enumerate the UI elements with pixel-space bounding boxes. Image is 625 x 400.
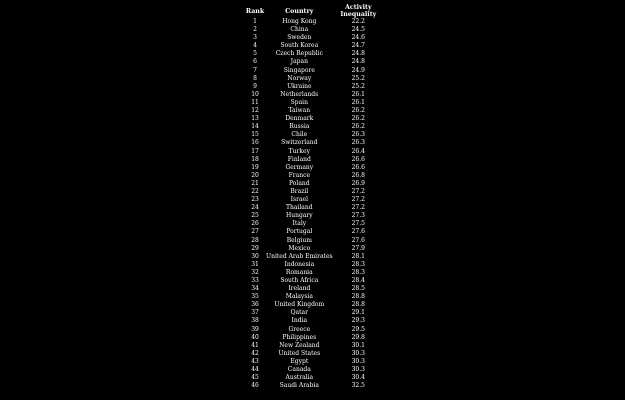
table-row (244, 358, 384, 366)
rank-cell: 27 (251, 228, 259, 236)
activity-inequality-cell: 28.1 (351, 252, 365, 260)
country-cell: Indonesia (284, 260, 315, 268)
country-cell: Spain (290, 98, 308, 106)
table-row (244, 131, 384, 139)
table-row (244, 58, 384, 66)
country-cell: Italy (292, 220, 307, 228)
country-cell: Poland (289, 179, 310, 187)
rank-cell: 43 (251, 357, 259, 365)
rank-cell: 21 (251, 179, 259, 187)
country-cell: Qatar (290, 309, 308, 317)
country-cell: Canada (287, 366, 311, 374)
table-row (244, 309, 384, 317)
table-row (244, 188, 384, 196)
country-cell: New Zealand (279, 341, 320, 349)
rank-cell: 10 (251, 90, 259, 98)
rank-cell: 3 (253, 34, 257, 42)
activity-inequality-cell: 26.3 (351, 139, 365, 147)
activity-inequality-cell: 25.2 (351, 74, 365, 82)
country-cell: Greece (288, 325, 311, 333)
country-cell: Switzerland (281, 139, 318, 147)
activity-inequality-cell: 26.2 (351, 107, 365, 115)
country-cell: Thailand (286, 204, 313, 212)
country-cell: South Africa (280, 277, 319, 284)
rank-cell: 24 (251, 204, 259, 212)
rank-cell: 15 (251, 131, 259, 139)
rank-cell: 6 (253, 58, 257, 66)
rank-cell: 14 (251, 123, 259, 131)
rank-cell: 45 (251, 374, 259, 382)
country-cell: France (288, 171, 310, 179)
activity-inequality-cell: 26.4 (351, 147, 365, 155)
rank-cell: 12 (251, 107, 259, 115)
country-cell: Israel (290, 196, 308, 204)
rank-cell: 39 (251, 325, 259, 333)
table-row (244, 42, 384, 50)
activity-inequality-cell: 29.5 (351, 325, 365, 333)
rank-cell: 28 (251, 236, 259, 244)
rank-cell: 25 (251, 212, 259, 220)
activity-inequality-cell: 28.3 (351, 268, 365, 276)
country-cell: Philippines (282, 333, 317, 341)
activity-inequality-cell: 24.9 (351, 66, 365, 74)
activity-inequality-cell: 27.3 (351, 212, 365, 220)
activity-inequality-cell: 24.7 (351, 42, 365, 50)
rank-header: Rank (245, 7, 265, 15)
table-row (244, 301, 384, 309)
table-row (244, 382, 384, 390)
rank-cell: 29 (251, 244, 259, 252)
table-row (244, 228, 384, 236)
country-cell: United Arab Emirates (266, 252, 333, 260)
rank-cell: 42 (251, 349, 259, 357)
activity-inequality-cell: 27.2 (351, 196, 365, 204)
activity-inequality-cell: 28.8 (351, 301, 365, 309)
table-row (244, 164, 384, 172)
rank-cell: 13 (251, 115, 259, 123)
table-row (244, 237, 384, 245)
rank-cell: 23 (251, 196, 259, 204)
table-row (244, 123, 384, 131)
country-cell: Sweden (287, 34, 312, 42)
activity-inequality-cell: 26.6 (351, 155, 365, 163)
country-cell: Egypt (290, 357, 309, 365)
rank-cell: 17 (251, 147, 259, 155)
rank-cell: 16 (251, 139, 259, 147)
table-row (244, 293, 384, 301)
header-row (244, 4, 384, 18)
activity-inequality-cell: 30.1 (351, 341, 365, 349)
table-row (244, 156, 384, 164)
country-cell: South Korea (280, 42, 319, 50)
rank-cell: 20 (251, 171, 259, 179)
rank-cell: 40 (251, 333, 259, 341)
table-row (244, 75, 384, 83)
activity-inequality-cell: 30.3 (351, 349, 365, 357)
country-cell: Brazil (290, 187, 309, 195)
table-row (244, 67, 384, 75)
activity-inequality-cell: 27.6 (351, 228, 365, 236)
activity-inequality-cell: 24.5 (351, 26, 365, 34)
activity-inequality-cell: 27.5 (351, 220, 365, 228)
country-cell: Japan (290, 58, 308, 66)
activity-inequality-cell: 30.4 (351, 374, 365, 382)
activity-inequality-cell: 28.8 (351, 293, 365, 301)
activity-inequality-cell: 27.9 (351, 244, 365, 252)
country-cell: Mexico (288, 244, 311, 252)
country-cell: Malaysia (285, 293, 313, 301)
activity-inequality-cell: 28.4 (351, 277, 365, 284)
country-cell: Ireland (288, 285, 311, 293)
country-cell: Russia (289, 123, 310, 131)
activity-inequality-cell: 26.8 (351, 171, 365, 179)
country-cell: Finland (287, 155, 311, 163)
country-cell: Denmark (285, 115, 314, 123)
activity-inequality-cell: 24.6 (351, 34, 365, 42)
rank-cell: 37 (251, 309, 259, 317)
country-cell: Ukraine (287, 82, 312, 90)
country-cell: Germany (285, 163, 314, 171)
activity-inequality-cell: 29.8 (351, 333, 365, 341)
activity-inequality-cell: 24.8 (351, 58, 365, 66)
country-cell: Hungary (285, 212, 313, 220)
table-row (244, 245, 384, 253)
country-header: Country (285, 7, 314, 15)
activity-inequality-cell: 27.2 (351, 187, 365, 195)
activity-inequality-cell: 22.2 (351, 18, 365, 25)
country-cell: Saudi Arabia (279, 382, 319, 390)
rank-cell: 1 (253, 18, 257, 25)
rank-cell: 33 (251, 277, 259, 284)
activity-inequality-cell: 26.1 (351, 98, 365, 106)
rank-cell: 2 (253, 26, 257, 34)
rank-cell: 4 (253, 42, 257, 50)
table-row (244, 253, 384, 261)
rank-cell: 18 (251, 155, 259, 163)
country-cell: India (291, 317, 308, 325)
rank-cell: 9 (253, 82, 257, 90)
rank-cell: 38 (251, 317, 259, 325)
rank-cell: 7 (253, 66, 257, 74)
rank-cell: 26 (251, 220, 259, 228)
activity-inequality-cell: 26.2 (351, 115, 365, 123)
activity-inequality-cell: 30.3 (351, 366, 365, 374)
rank-cell: 8 (253, 74, 257, 82)
activity-inequality-cell: 26.1 (351, 90, 365, 98)
country-cell: Chile (291, 131, 308, 139)
rank-cell: 5 (253, 50, 257, 58)
activity-inequality-cell: 27.6 (351, 236, 365, 244)
table-row (244, 83, 384, 91)
country-cell: Taiwan (288, 107, 311, 115)
rank-cell: 31 (251, 260, 259, 268)
table-row (244, 350, 384, 358)
activity-inequality-cell: 26.9 (351, 179, 365, 187)
country-cell: China (290, 26, 309, 34)
table-row (244, 317, 384, 325)
table-row (244, 180, 384, 188)
activity-inequality-cell: 26.2 (351, 123, 365, 131)
table-row (244, 148, 384, 156)
rank-cell: 34 (251, 285, 259, 293)
country-cell: Belgium (286, 236, 312, 244)
ranking-table-container (244, 4, 384, 390)
rank-cell: 11 (251, 98, 259, 106)
activity-inequality-cell: 28.5 (351, 285, 365, 293)
table-row (244, 115, 384, 123)
activity-inequality-header: Activity Inequality (340, 4, 377, 18)
country-cell: United Kingdom (274, 301, 325, 309)
table-row (244, 220, 384, 228)
table-row (244, 366, 384, 374)
country-cell: Romania (285, 268, 313, 276)
activity-inequality-cell: 25.2 (351, 82, 365, 90)
table-row (244, 172, 384, 180)
rank-cell: 36 (251, 301, 259, 309)
country-cell: Hong Kong (282, 18, 317, 25)
activity-inequality-cell: 32.5 (351, 382, 365, 390)
activity-inequality-cell: 28.3 (351, 260, 365, 268)
country-cell: Netherlands (280, 90, 319, 98)
rank-cell: 41 (251, 341, 259, 349)
rank-cell: 19 (251, 163, 259, 171)
table-row (244, 374, 384, 382)
table-row (244, 277, 384, 285)
table-row (244, 326, 384, 334)
table-row (244, 342, 384, 350)
activity-inequality-cell: 26.6 (351, 163, 365, 171)
rank-cell: 30 (251, 252, 259, 260)
country-cell: United States (278, 349, 321, 357)
table-row (244, 18, 384, 26)
activity-inequality-cell: 27.2 (351, 204, 365, 212)
table-row (244, 212, 384, 220)
table-row (244, 26, 384, 34)
country-cell: Singapore (283, 66, 315, 74)
table-row (244, 50, 384, 58)
activity-inequality-cell: 29.1 (351, 309, 365, 317)
table-row (244, 91, 384, 99)
activity-inequality-table (244, 4, 384, 390)
table-row (244, 285, 384, 293)
activity-inequality-cell: 26.3 (351, 131, 365, 139)
country-cell: Czech Republic (275, 50, 323, 58)
table-body (244, 18, 384, 390)
country-cell: Turkey (288, 147, 310, 155)
table-row (244, 107, 384, 115)
rank-cell: 32 (251, 268, 259, 276)
table-row (244, 139, 384, 147)
activity-inequality-cell: 29.3 (351, 317, 365, 325)
table-row (244, 99, 384, 107)
table-row (244, 261, 384, 269)
table-row (244, 334, 384, 342)
activity-inequality-cell: 24.8 (351, 50, 365, 58)
rank-cell: 22 (251, 187, 259, 195)
table-row (244, 204, 384, 212)
country-cell: Australia (285, 374, 314, 382)
country-cell: Portugal (286, 228, 313, 236)
country-cell: Norway (287, 74, 312, 82)
rank-cell: 46 (251, 382, 259, 390)
rank-cell: 44 (251, 366, 259, 374)
table-row (244, 196, 384, 204)
table-row (244, 34, 384, 42)
rank-cell: 35 (251, 293, 259, 301)
activity-inequality-cell: 30.3 (351, 357, 365, 365)
table-row (244, 269, 384, 277)
